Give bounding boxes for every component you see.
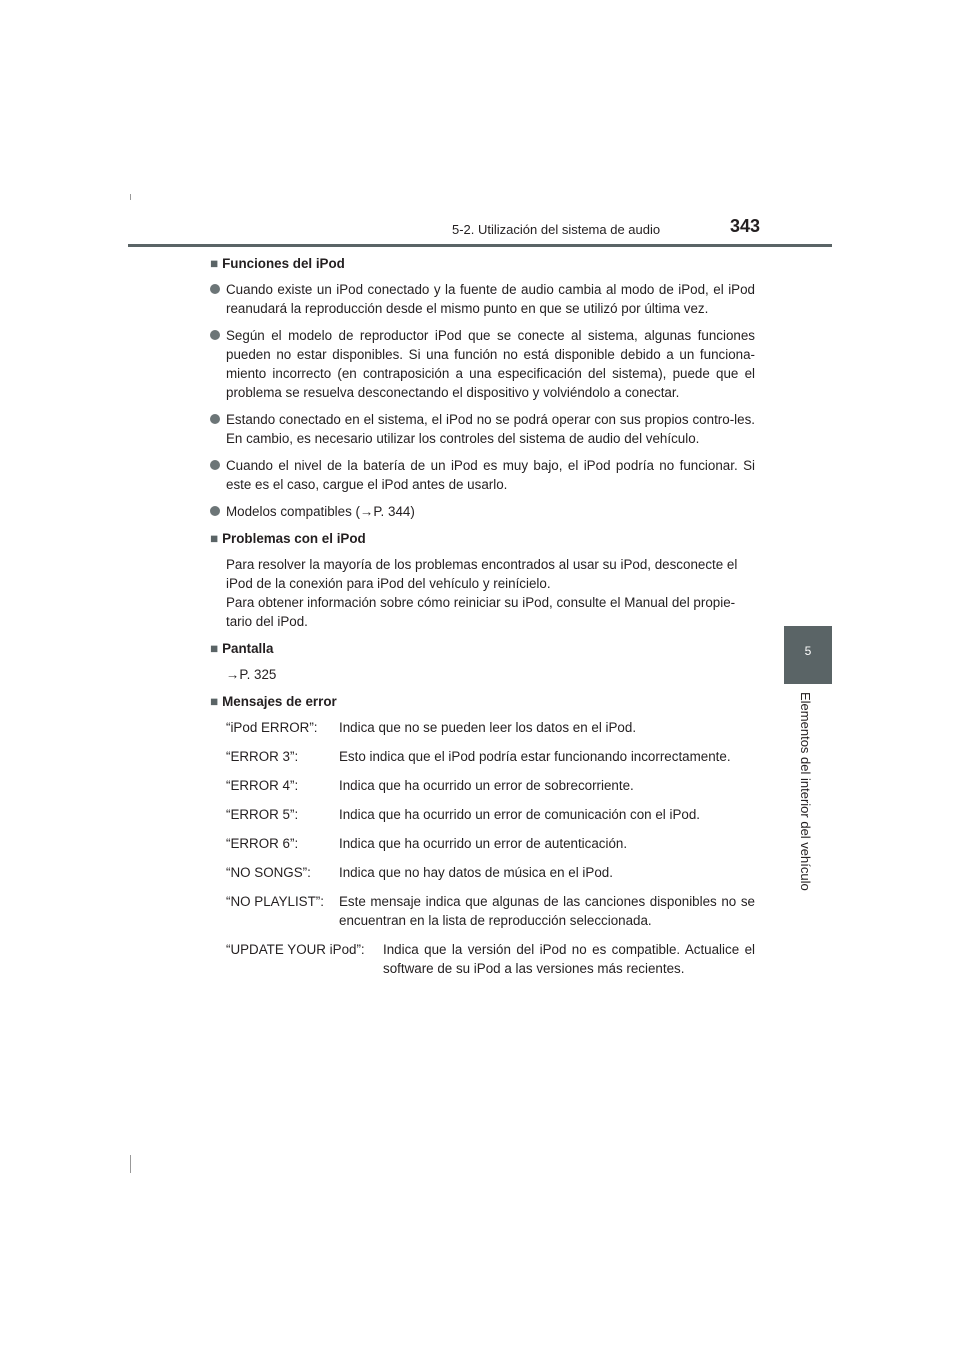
page-content [210,254,755,988]
square-bullet-icon: ■ [210,256,219,271]
error-code: “UPDATE YOUR iPod”: [226,942,365,957]
section-heading [210,639,755,658]
error-row [210,892,755,930]
list-item [210,456,755,494]
error-row [210,834,755,853]
square-bullet-icon: ■ [210,641,219,656]
section-heading [210,254,755,273]
list-item [210,280,755,318]
chapter-tab-number: 5 [804,644,812,658]
crop-mark [130,1155,131,1173]
list-item-text: Según el modelo de reproductor iPod que se conecte al sistema, algunas funciones pueden no estar disponibles. Si una función no está disponible debido a un funciona-miento incorrecto (en contraposición a una especificación del sistema), puede que el problema se resuelva desconectando el dispositivo y volviéndolo a conectar. [226,328,755,400]
circle-bullet-icon [210,330,220,340]
circle-bullet-icon [210,506,220,516]
list-item-text: Cuando existe un iPod conectado y la fuente de audio cambia al modo de iPod, el iPod reanudará la reproducción desde el mismo punto en que se utilizó por última vez. [226,282,755,316]
error-code: “ERROR 5”: [226,807,299,822]
error-code: “NO PLAYLIST”: [226,894,324,909]
error-row [210,863,755,882]
error-row [210,940,755,978]
error-message-list [210,718,755,978]
error-row [210,776,755,795]
error-code: “ERROR 6”: [226,836,299,851]
list-item-text: Cuando el nivel de la batería de un iPod es muy bajo, el iPod podría no funcionar. Si este es el caso, cargue el iPod antes de usarlo. [226,458,755,492]
error-description: Este mensaje indica que algunas de las canciones disponibles no se encuentran en la lista de reproducción seleccionada. [339,894,755,928]
section-heading-text: Pantalla [222,641,274,656]
error-description: Esto indica que el iPod podría estar funcionando incorrectamente. [339,749,731,764]
section-heading-text: Mensajes de error [222,694,337,709]
error-code: “NO SONGS”: [226,865,311,880]
error-description: Indica que ha ocurrido un error de autenticación. [339,836,628,851]
section-heading-text: Problemas con el iPod [222,531,366,546]
error-code: “iPod ERROR”: [226,720,318,735]
error-description: Indica que ha ocurrido un error de comunicación con el iPod. [339,807,701,822]
list-item [210,502,755,521]
error-code: “ERROR 4”: [226,778,299,793]
list-item [210,410,755,448]
page-reference: →P. 325 [226,667,277,682]
circle-bullet-icon [210,460,220,470]
section-heading [210,529,755,548]
error-description: Indica que la versión del iPod no es compatible. Actualice el software de su iPod a las versiones más recientes. [383,942,755,976]
circle-bullet-icon [210,284,220,294]
page-number: 343 [730,216,761,236]
paragraph: Para obtener información sobre cómo reiniciar su iPod, consulte el Manual del propie-tario del iPod. [226,595,736,629]
list-item [210,326,755,402]
list-item-text: Estando conectado en el sistema, el iPod no se podrá operar con sus propios contro-les. En cambio, es necesario utilizar los controles del sistema de audio del vehículo. [226,412,755,446]
header-section-title: 5-2. Utilización del sistema de audio [452,222,661,237]
paragraph: Para resolver la mayoría de los problemas encontrados al usar su iPod, desconecte el iPod de la conexión para iPod del vehículo y reinícielo. [226,557,738,591]
square-bullet-icon: ■ [210,694,219,709]
error-row [210,805,755,824]
crop-mark [130,194,131,200]
error-row [210,747,755,766]
error-row [210,718,755,737]
header-rule [128,244,832,247]
section-heading-text: Funciones del iPod [222,256,345,271]
error-code: “ERROR 3”: [226,749,299,764]
error-description: Indica que no hay datos de música en el iPod. [339,865,613,880]
chapter-tab-label: Elementos del interior del vehículo [798,692,813,891]
circle-bullet-icon [210,414,220,424]
section-heading [210,692,755,711]
error-description: Indica que no se pueden leer los datos en el iPod. [339,720,637,735]
list-item-text: Modelos compatibles (→P. 344) [226,504,415,519]
chapter-tab [784,626,832,684]
square-bullet-icon: ■ [210,531,219,546]
error-description: Indica que ha ocurrido un error de sobrecorriente. [339,778,634,793]
